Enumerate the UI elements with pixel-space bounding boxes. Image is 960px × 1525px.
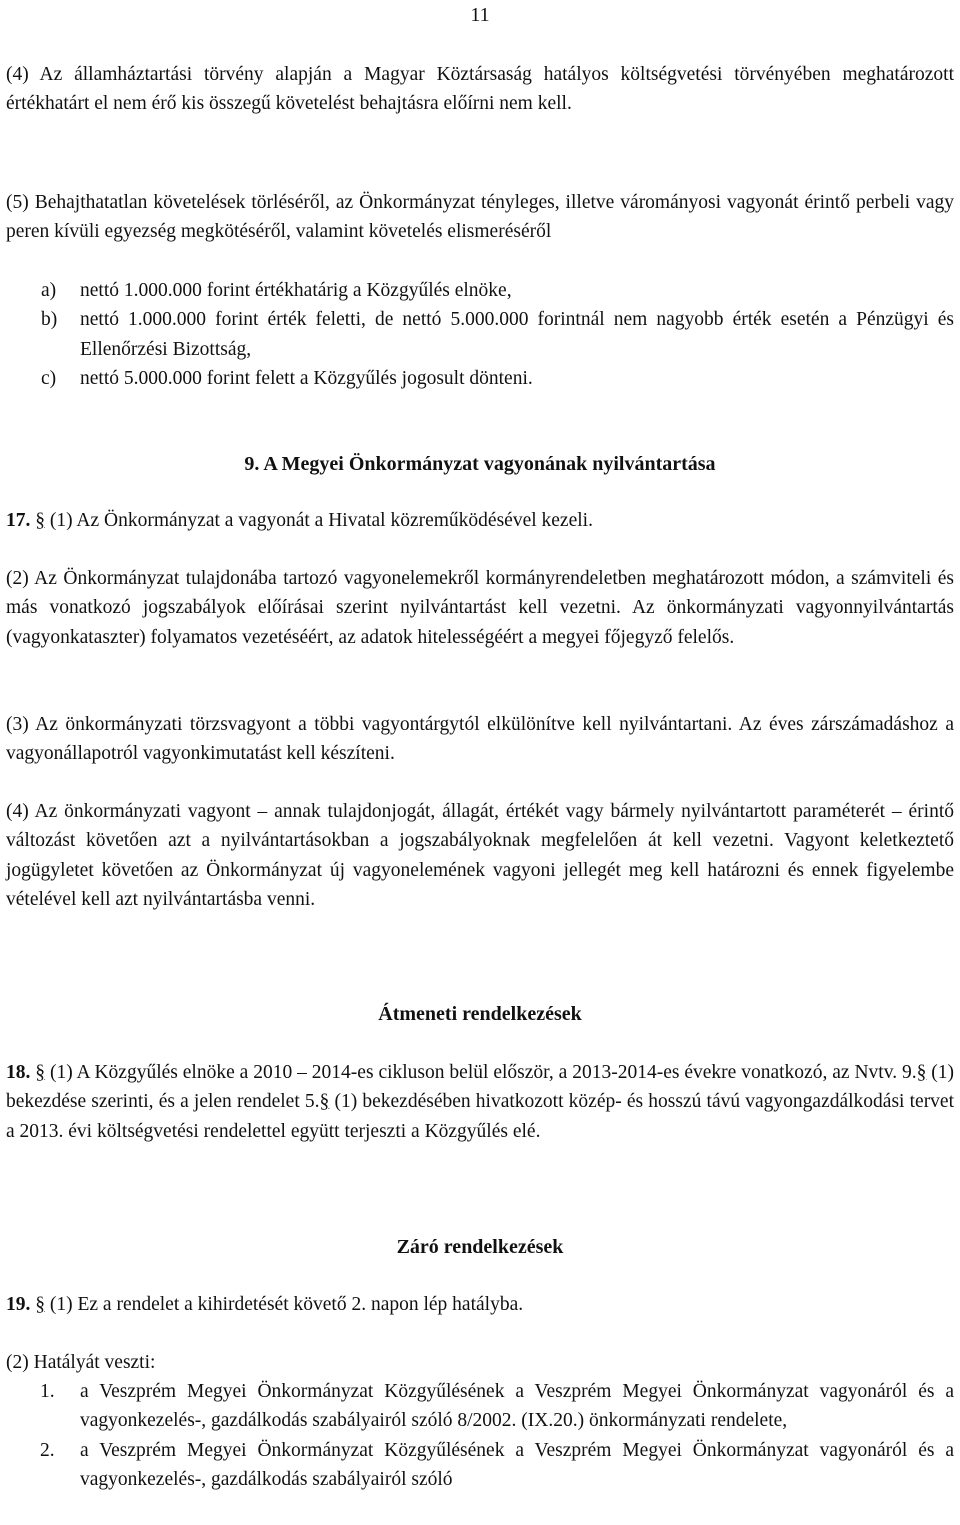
- section-symbol: §: [35, 510, 45, 531]
- paragraph-text-part-3: (1) bekezdésében hivatkozott közép- és hosszú távú vagyongazdálkodási tervet a 2013. évi költségvetési rendelettel együtt terjeszti a Közgyűlés elé.: [6, 1091, 955, 1142]
- list-marker: a): [41, 280, 57, 301]
- list-marker: 2.: [40, 1439, 55, 1461]
- paragraph-4-budget-threshold: (4) Az államháztartási törvény alapján a Magyar Köztársaság hatályos költségvetési törvényében meghatározott értékhatárt el nem érő kis összegű követelést behajtásra előírni nem kell.: [6, 64, 954, 115]
- section-19-paragraph-1: [6, 1290, 954, 1319]
- section-17-paragraph-1: [6, 506, 954, 535]
- section-number: 19.: [6, 1294, 31, 1315]
- paragraph-text-part-2: (1) bekezdése szerinti, és a jelen rendelet 5.: [6, 1062, 955, 1113]
- list-marker: c): [41, 367, 57, 389]
- list-item-text: a Veszprém Megyei Önkormányzat Közgyűlésének a Veszprém Megyei Önkormányzat vagyonáról és a vagyonkezelés-, gazdálkodás szabályairól szóló 8/2002. (IX.20.) önkormányzati rendelete,: [80, 1381, 954, 1432]
- list-marker: 1.: [40, 1381, 55, 1402]
- list-item-text: nettó 5.000.000 forint felett a Közgyűlés jogosult dönteni.: [80, 367, 533, 389]
- paragraph-5-intro: (5) Behajthatatlan követelések törléséről, az Önkormányzat tényleges, illetve várományosi vagyonát érintő perbeli vagy peren kívüli egyezség megkötéséről, valamint követelés elismeréséről: [6, 192, 954, 243]
- transitional-provisions-heading: Átmeneti rendelkezések: [378, 1003, 582, 1025]
- repealed-regulations-list: [6, 1377, 954, 1494]
- list-item-text: nettó 1.000.000 forint érték feletti, de nettó 5.000.000 forintnál nem nagyobb érték esetén a Pénzügyi és Ellenőrzési Bizottság,: [80, 309, 954, 360]
- section-17-paragraph-4: (4) Az önkormányzati vagyont – annak tulajdonjogát, állagát, értékét vagy bármely nyilvántartott paraméterét – érintő változást követően azt a nyilvántartásokban a jogszabályoknak megfelelően át kell vezetni. Vagyont keletkeztető jogügyletet követően az Önkormányzat új vagyonelemének vagyoni jellegét meg kell határozni és ennek figyelembe vételével kell azt nyilvántartásba venni.: [6, 801, 954, 910]
- closing-provisions-heading: Záró rendelkezések: [396, 1236, 564, 1258]
- section-9-heading: 9. A Megyei Önkormányzat vagyonának nyilvántartása: [244, 453, 716, 475]
- paragraph-text-part-1: (1) A Közgyűlés elnöke a 2010 – 2014-es cikluson belül először, a 2013-2014-es évekre vonatkozó, az Nvtv. 9.: [49, 1062, 917, 1083]
- page-number: 11: [470, 4, 490, 26]
- section-symbol: §: [35, 1294, 45, 1315]
- section-17-paragraph-3: (3) Az önkormányzati törzsvagyont a többi vagyontárgytól elkülönítve kell nyilvántartani. Az éves zárszámadáshoz a vagyonállapotról vagyonkimutatást kell készíteni.: [6, 714, 954, 765]
- list-item-text: a Veszprém Megyei Önkormányzat Közgyűlésének a Veszprém Megyei Önkormányzat vagyonáról és a vagyonkezelés-, gazdálkodás szabályairól szóló: [80, 1439, 954, 1490]
- list-item: [6, 1436, 954, 1495]
- list-item: [6, 364, 954, 393]
- section-symbol: §: [319, 1091, 330, 1113]
- list-item: [6, 276, 954, 305]
- section-17-paragraph-2: (2) Az Önkormányzat tulajdonába tartozó vagyonelemekről kormányrendeletben meghatározott módon, a számviteli és más vonatkozó jogszabályok előírásai szerint nyilvántartást kell vezetni. Az önkormányzati vagyonnyilvántartás (vagyonkataszter) folyamatos vezetéséért, az adatok hitelességéért a megyei főjegyző felelős.: [6, 568, 954, 648]
- section-symbol: §: [916, 1062, 927, 1083]
- list-marker: b): [41, 309, 58, 331]
- paragraph-text: (1) Az Önkormányzat a vagyonát a Hivatal közreműködésével kezeli.: [49, 510, 593, 531]
- section-number: 17.: [6, 510, 31, 531]
- list-item-text: nettó 1.000.000 forint értékhatárig a Közgyűlés elnöke,: [80, 280, 512, 301]
- list-item: [6, 305, 954, 364]
- section-number: 18.: [6, 1062, 31, 1083]
- section-18-paragraph: [6, 1058, 954, 1146]
- paragraph-text: (1) Ez a rendelet a kihirdetését követő 2. napon lép hatályba.: [49, 1294, 524, 1315]
- paragraph-5-list: [6, 276, 954, 393]
- section-19-paragraph-2: (2) Hatályát veszti:: [6, 1352, 156, 1373]
- list-item: [6, 1377, 954, 1436]
- section-symbol: §: [35, 1062, 46, 1083]
